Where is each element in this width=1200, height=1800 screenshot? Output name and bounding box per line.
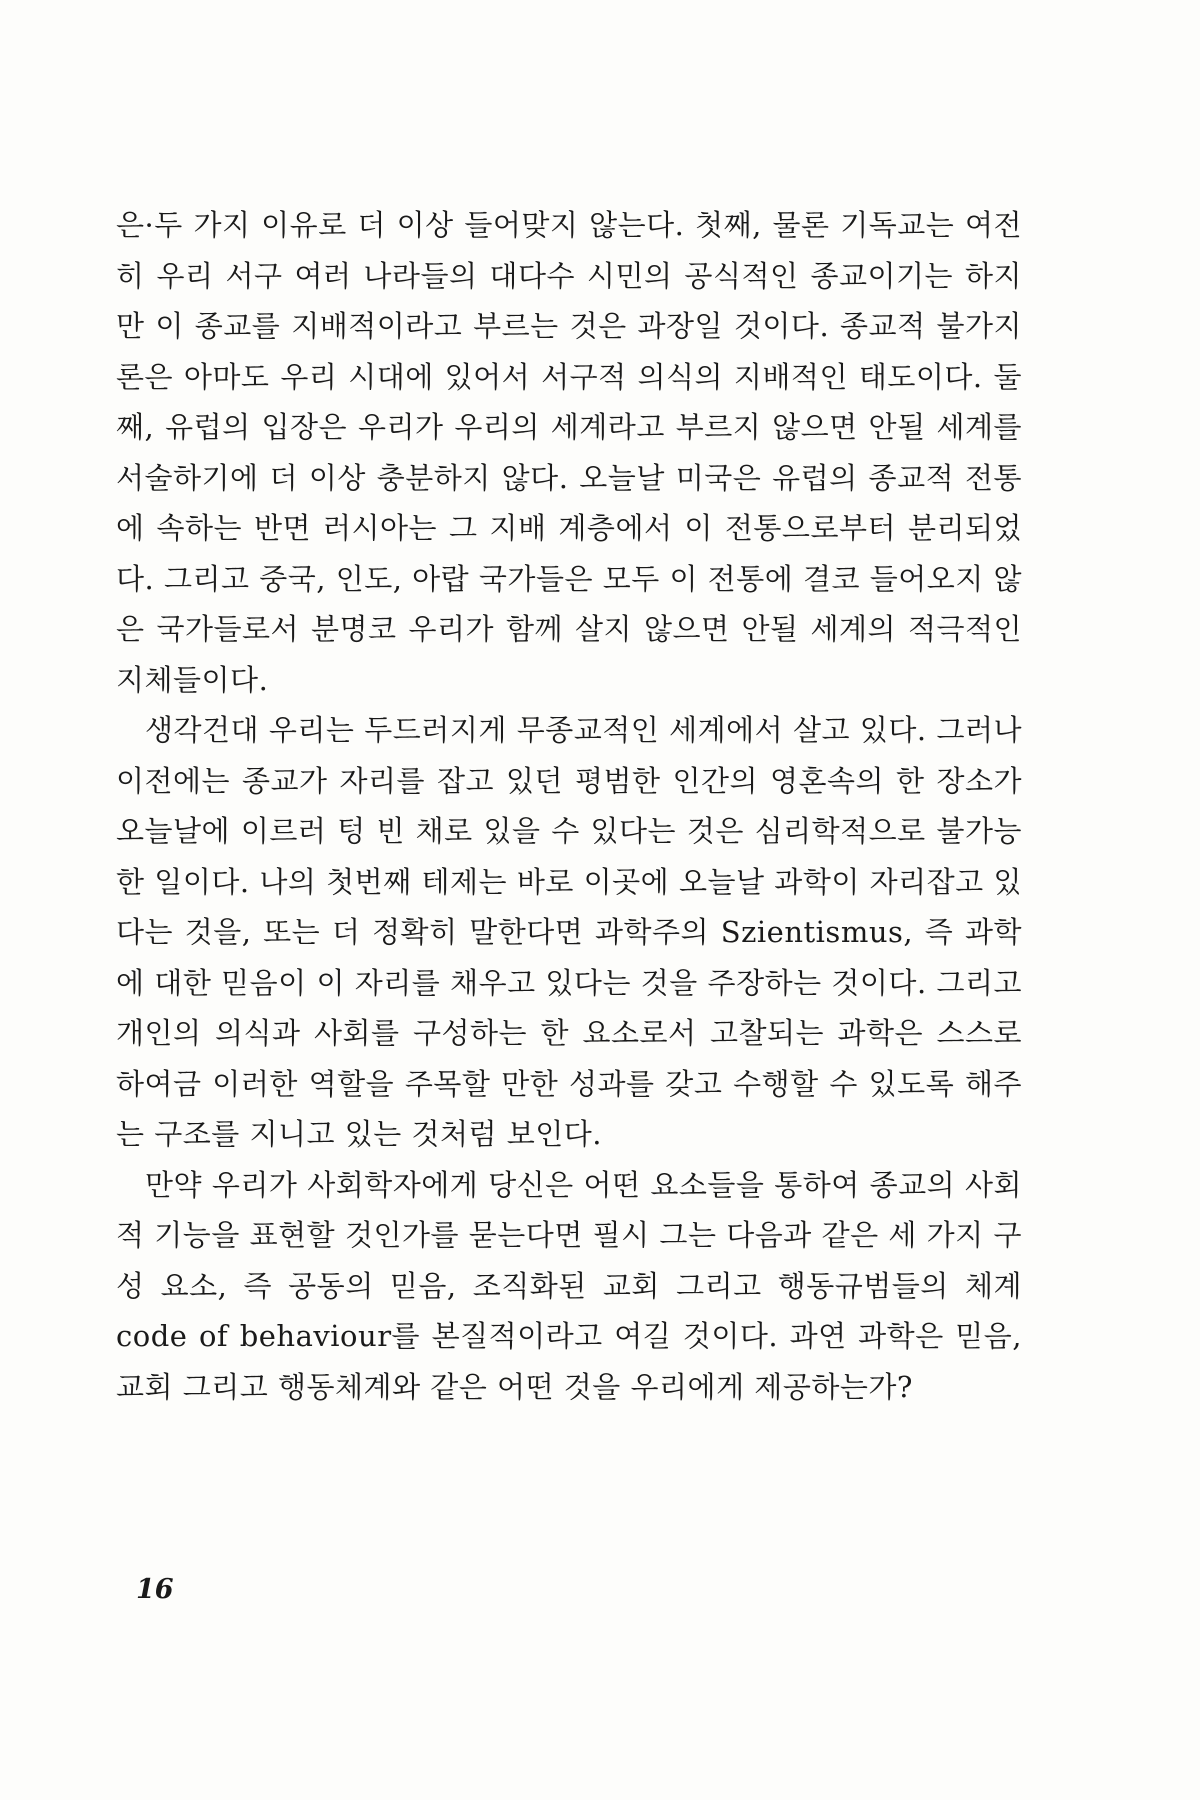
paragraph-1: 은·두 가지 이유로 더 이상 들어맞지 않는다. 첫째, 물론 기독교는 여전히 우리 서구 여러 나라들의 대다수 시민의 공식적인 종교이기는 하지만 이 종교를 지배적이라고 부르는 것은 과장일 것이다. 종교적 불가지론은 아마도 우리 시대에 있어서 서구적 의식의 지배적인 태도이다. 둘째, 유럽의 입장은 우리가 우리의 세계라고 부르지 않으면 안될 세계를 서술하기에 더 이상 충분하지 않다. 오늘날 미국은 유럽의 종교적 전통에 속하는 반면 러시아는 그 지배 계층에서 이 전통으로부터 분리되었다. 그리고 중국, 인도, 아랍 국가들은 모두 이 전통에 결코 들어오지 않은 국가들로서 분명코 우리가 함께 살지 않으면 안될 세계의 적극적인 지체들이다. xyxy=(116,208,1022,697)
paragraph-2: 생각건대 우리는 두드러지게 무종교적인 세계에서 살고 있다. 그러나 이전에는 종교가 자리를 잡고 있던 평범한 인간의 영혼속의 한 장소가 오늘날에 이르러 텅 빈 채로 있을 수 있다는 것은 심리학적으로 불가능한 일이다. 나의 첫번째 테제는 바로 이곳에 오늘날 과학이 자리잡고 있다는 것을, 또는 더 정확히 말한다면 과학주의 Szientismus, 즉 과학에 대한 믿음이 이 자리를 채우고 있다는 것을 주장하는 것이다. 그리고 개인의 의식과 사회를 구성하는 한 요소로서 고찰되는 과학은 스스로 하여금 이러한 역할을 주목할 만한 성과를 갖고 수행할 수 있도록 해주는 구조를 지니고 있는 것처럼 보인다. xyxy=(116,713,1022,1151)
body-text xyxy=(116,200,1022,1412)
page-number: 16 xyxy=(136,1574,174,1605)
paragraph-3: 만약 우리가 사회학자에게 당신은 어떤 요소들을 통하여 종교의 사회적 기능을 표현할 것인가를 묻는다면 필시 그는 다음과 같은 세 가지 구성 요소, 즉 공동의 믿음, 조직화된 교회 그리고 행동규범들의 체계 code of behaviour를 본질적이라고 여길 것이다. 과연 과학은 믿음, 교회 그리고 행동체계와 같은 어떤 것을 우리에게 제공하는가? xyxy=(116,1167,1022,1404)
